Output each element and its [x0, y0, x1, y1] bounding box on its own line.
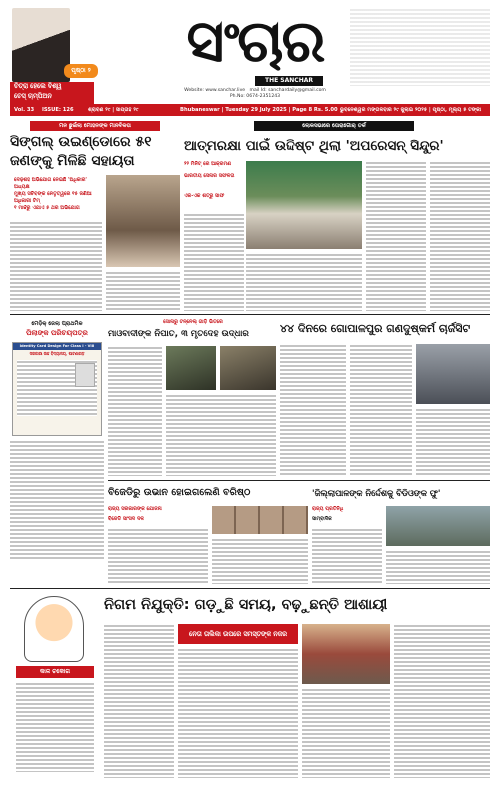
- story-body: [430, 161, 490, 311]
- story-bullet: ଦେଢ଼ଶହ ଅଭିଯୋଗ ନେଇଛି 'ଅଧିକାର' ଅଧ୍ୟକ୍ଷ: [14, 177, 87, 190]
- ad-card: [12, 342, 102, 436]
- story-single-window: [10, 121, 180, 311]
- story-maoists: [108, 318, 276, 478]
- story-photo: [416, 344, 490, 404]
- story-bullet: ୧ ମାର୍ଚ୍ଚରୁ ଏଯାଏ ୫ ଥର ଅଭିଯୋଗ: [14, 205, 80, 211]
- cartoon-figure: [24, 596, 84, 662]
- story-photo: [106, 175, 180, 267]
- ad-card-photo: [75, 363, 95, 387]
- story-collector: [312, 484, 490, 584]
- promo-badge: ପୃଷ୍ଠା ୨: [64, 64, 98, 78]
- story-body: [386, 550, 490, 584]
- story-byline: ସାମ୍ବାଦିକ: [312, 516, 332, 522]
- story-photo: [212, 506, 308, 534]
- top-right-text: [350, 8, 490, 86]
- story-kicker: ଲୋକସଭାରେ ତୋରାଗୋର୍ ତର୍କ: [254, 121, 414, 131]
- story-body: [416, 408, 490, 476]
- story-body: [312, 528, 382, 584]
- story-body: [350, 344, 412, 476]
- story-subhead: ରାଜ୍ୟ ପ୍ରତିନିଧି: [312, 506, 344, 512]
- divider: [10, 314, 490, 315]
- story-headline: ୪୪ ଦିନରେ ଗୋପାଳପୁର ଗଣଦୁଷ୍କର୍ମ ଚାର୍ଜସିଟ: [280, 322, 471, 335]
- story-body: [10, 221, 102, 311]
- logo-subtitle: THE SANCHAR: [255, 76, 323, 86]
- story-body: [166, 394, 276, 476]
- story-body: [280, 344, 346, 476]
- dateline-bar: [10, 104, 490, 116]
- story-headline: ସିଙ୍ଗଲ୍ ଉଇଣ୍ଡୋରେ ୫୧ ଜଣଙ୍କୁ ମିଳିଛି ସହାୟତା: [10, 134, 152, 169]
- cartoon-text: [16, 682, 94, 772]
- masthead: [0, 0, 500, 126]
- story-subhead: ବିଜେଡି ସାଂସଦ ଦଳ: [108, 516, 144, 522]
- story-headline: ଆତ୍ମରକ୍ଷା ପାଇଁ ଉଦ୍ଦିଷ୍ଟ ଥିଲା 'ଅପରେସନ୍ ସିନ୍ଦୁର': [184, 138, 444, 154]
- story-body: [108, 346, 162, 476]
- story-photo: [302, 624, 390, 684]
- story-headline: ମାଓବାଦୀଙ୍କ ନିପାତ, ୩ ମୃତଦେହ ଉଦ୍ଧାର: [108, 329, 249, 339]
- story-body: [184, 213, 244, 311]
- right-meta: ଭୁବନେଶ୍ୱର ମଙ୍ଗଳବାର ୨୯ ଜୁଲାଇ ୨୦୨୫ | ପୃଷ୍ଠା, ମୂଲ୍ୟ ୫ ଟଙ୍କା: [340, 107, 482, 113]
- story-body: [246, 253, 362, 311]
- ad-id-card: [10, 318, 104, 438]
- ad-card-title: Identity Card Design For Class I - VIII: [13, 343, 101, 350]
- story-body: [106, 271, 180, 311]
- story-subhead-box: ନେତା ତାଲିକା ଉପରେ ସମସ୍ତଙ୍କ ନଜର: [178, 624, 298, 644]
- story-body: [394, 624, 490, 778]
- story-photo: [246, 161, 362, 249]
- story-bullet: ୨୨ ମିନିଟ୍ ରେ ଆକ୍ରମଣ: [184, 161, 231, 167]
- story-bjd: [108, 484, 308, 584]
- story-kicker: ସୋନାରୁ ଟନ୍ନେଲ୍ ଗାଡ଼ି ଭିତରେ: [163, 319, 223, 325]
- story-bullet: ଭାରତୀୟ ସେନାର ସଫଳତା: [184, 173, 235, 179]
- story-body: [178, 648, 298, 778]
- ad-subtitle: ପିଲାଙ୍କ ପରିଚୟପତ୍ର: [26, 329, 88, 337]
- ad-card-school: ସରକାରୀ ଉଚ୍ଚ ବିଦ୍ୟାଳୟ, ପାଟଣାଗଡ଼: [29, 351, 85, 356]
- cartoon: [10, 592, 100, 780]
- story-photo: [386, 506, 490, 546]
- contact-line: Website: www.sanchar.live mail Id: sanchardaily@gmail.com Ph.No: 0674-2351243: [184, 88, 326, 99]
- story-body: [108, 528, 208, 584]
- story-headline: ବିଜେଡିରୁ ଉଭାନ ହୋଇଗଲେଣି ବରିଷ୍ଠ: [108, 487, 251, 498]
- story-photo: [166, 346, 216, 390]
- promo-caption: ଚିତ୍ରା ହେଲେ ବିଶ୍ୱ ଚେସ୍ ଚାମ୍ପିଅନ: [10, 82, 94, 104]
- story-operation-sindoor: [184, 121, 490, 311]
- divider: [10, 588, 490, 589]
- story-bullet: ଏକ-ଏକ ଶତ୍ରୁ ସାଫ: [184, 193, 225, 199]
- story-photo: [220, 346, 276, 390]
- ad-title: ମେଡ଼ିକ୍ ଜେଲା ପ୍ରାଥମିକ: [31, 321, 83, 327]
- cartoon-title: କାଳ ଚକୋଗ: [16, 666, 94, 678]
- story-kicker: ମନ ଛୁଇଁଲା ମୋହନଙ୍କ ମାନବିକତା: [30, 121, 160, 131]
- story-body: [366, 161, 426, 311]
- story-body: [104, 624, 174, 778]
- story-subhead: ରାଜ୍ୟ ସରକାରଙ୍କ ଯୋଜନା: [108, 506, 162, 512]
- volume: Vol. 33: [14, 107, 35, 113]
- promo-photo: [12, 8, 70, 82]
- date-line: Bhubaneswar | Tuesday 29 July 2025 | Page 8 Rs. 5.00: [180, 107, 338, 113]
- story-body: [212, 538, 308, 584]
- story-corporation: [104, 592, 490, 780]
- left-column-body: [10, 440, 104, 560]
- story-gopalpur: [280, 318, 490, 478]
- divider: [108, 480, 490, 481]
- logo: ସଂଚାର: [186, 7, 324, 75]
- left-meta: ଶ୍ରାବଣ ୨୯ | ସାପ୍ତାହ ୨୯: [88, 107, 139, 113]
- story-headline: 'ଜିଲ୍ଲାପାଳଙ୍କ ନିର୍ଦ୍ଦେଶକୁ ବିଡିଓଙ୍କ ଫୁ': [312, 488, 441, 498]
- story-bullet: ମୁଖ୍ୟ ସଚିବଙ୍କ ନେତୃତ୍ୱରେ ୧୫ ଜଣିଆ ଅଧିକାରୀ ଟିମ୍: [14, 191, 92, 204]
- issue: ISSUE: 126: [42, 107, 74, 113]
- story-body: [302, 688, 390, 778]
- story-headline: ନିଗମ ନିଯୁକ୍ତି: ଗଡ଼ୁଛି ସମୟ, ବଢ଼ୁଛନ୍ତି ଆଶାୟୀ: [104, 597, 388, 613]
